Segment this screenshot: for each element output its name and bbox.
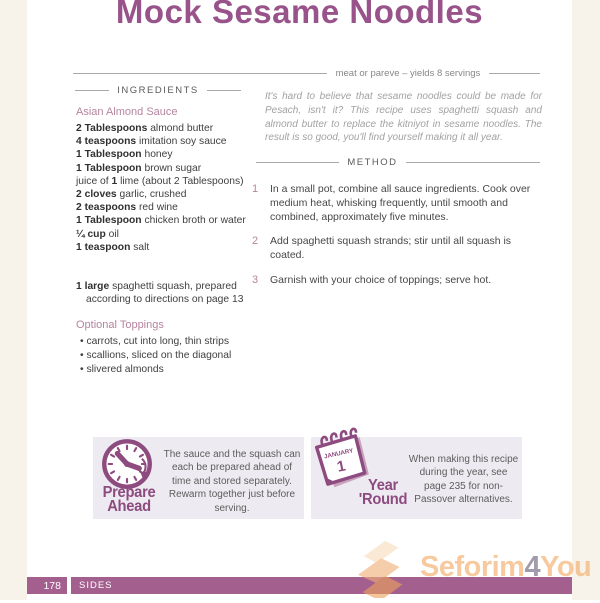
divider-rule [75, 90, 109, 91]
step-number: 3 [252, 273, 259, 286]
topping-item: • scallions, sliced on the diagonal [76, 349, 260, 363]
topping-item: • slivered almonds [76, 363, 260, 377]
divider-rule [406, 162, 540, 163]
prepare-ahead-callout [93, 437, 304, 519]
section-badge [71, 577, 572, 594]
servings-text: meat or pareve – yields 8 servings [335, 68, 481, 79]
page-number: 178 [43, 579, 61, 592]
step-text: In a small pot, combine all sauce ingredients. Cook over medium heat, whisking frequently, until smooth and combined, approximately five minutes. [270, 183, 531, 223]
prepare-ahead-text: The sauce and the squash can each be prepared ahead of time and stored separately. Rewarm together just before serving. [163, 449, 301, 514]
step-text: Add spaghetti squash strands; stir until all squash is coated. [270, 235, 512, 262]
method-header [256, 157, 540, 168]
method-header-label: METHOD [347, 157, 398, 168]
step-text: Garnish with your choice of toppings; serve hot. [270, 273, 492, 286]
ingredient-row: 1 Tablespoon honey [76, 149, 173, 161]
servings-line [73, 68, 540, 79]
year-round-text: When making this recipe during the year, see page 235 for non-Passover alternatives. [408, 454, 519, 506]
ingredient-row: 1 Tablespoon brown sugar [76, 162, 202, 174]
ingredient-row: 4 teaspoons imitation soy sauce [76, 136, 227, 148]
step-number: 1 [252, 183, 259, 195]
ingredient-row: juice of 1 lime (about 2 Tablespoons) [76, 175, 244, 187]
method-steps [252, 183, 544, 299]
method-step [252, 183, 544, 224]
ingredient-row: 2 cloves garlic, crushed [76, 189, 187, 201]
ingredient-row-squash: 1 large spaghetti squash, prepared according to directions on page 13 [76, 281, 244, 305]
ingredient-row: 2 teaspoons red wine [76, 202, 178, 214]
divider-rule [73, 73, 327, 74]
year-round-label: Year 'Round [358, 477, 408, 508]
ingredient-row: 1 teaspoon salt [76, 241, 150, 253]
section-label: SIDES [79, 580, 113, 591]
ingredients-header-label: INGREDIENTS [117, 85, 199, 96]
recipe-intro: It's hard to believe that sesame noodles could be made for Pesach, isn't it? This recipe uses spaghetti squash and almond butter to replace the kitniyot in sesame noodles. The result is so good, you'll find yourself making it all year. [265, 91, 542, 144]
callout-boxes [93, 437, 522, 519]
recipe-title: Mock Sesame Noodles [115, 0, 484, 30]
topping-item: • carrots, cut into long, thin strips [76, 335, 260, 349]
svg-text:JANUARY: JANUARY [323, 447, 354, 461]
svg-text:1: 1 [335, 457, 348, 476]
method-step [252, 235, 544, 263]
ingredient-row: 2 Tablespoons almond butter [76, 123, 214, 134]
divider-rule [489, 73, 540, 74]
ingredient-row: 1 Tablespoon chicken broth or water [76, 215, 246, 227]
method-step [252, 274, 544, 288]
ingredients-list [76, 106, 260, 377]
watermark-text: Seforim4You [420, 551, 592, 583]
ingredient-row: ¼ cup oil [76, 228, 119, 240]
toppings-subheading: Optional Toppings [76, 318, 164, 331]
page-edge-right [572, 0, 600, 600]
prepare-ahead-label: Prepare Ahead [102, 484, 156, 515]
page-edge-left [0, 0, 27, 600]
divider-rule [207, 90, 241, 91]
year-round-callout [311, 437, 522, 519]
page-number-badge [27, 577, 67, 594]
sauce-subheading: Asian Almond Sauce [76, 106, 178, 118]
step-number: 2 [252, 235, 259, 248]
ingredients-header [75, 85, 241, 96]
divider-rule [256, 162, 339, 163]
